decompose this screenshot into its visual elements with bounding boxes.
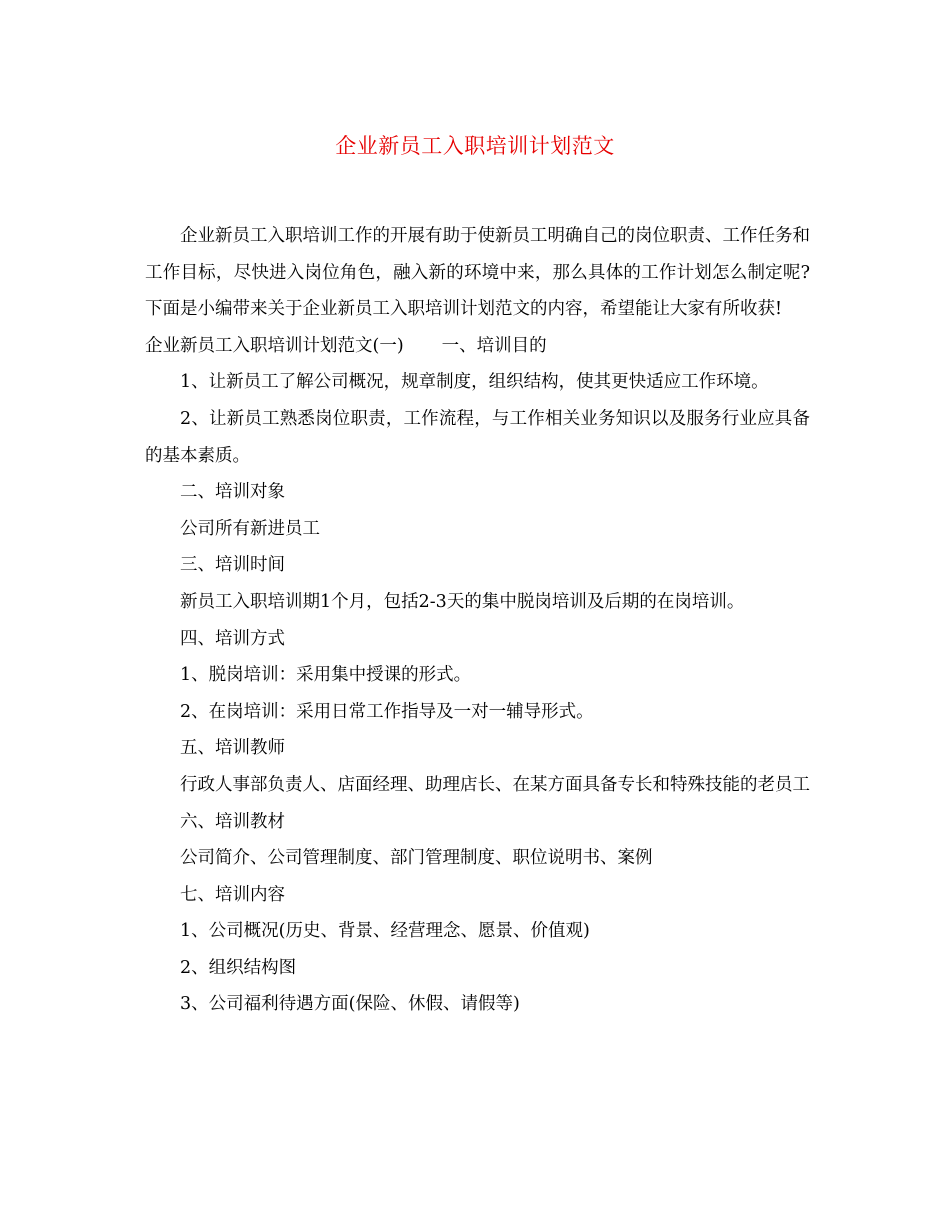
paragraph: 行政人事部负责人、店面经理、助理店长、在某方面具备专长和特殊技能的老员工: [180, 774, 810, 795]
paragraph: 1、脱岗培训：采用集中授课的形式。: [180, 665, 472, 686]
intro-paragraph: 企业新员工入职培训工作的开展有助于使新员工明确自己的岗位职责、工作任务和工作目标，尽快进入岗位角色，融入新的环境中来，那么具体的工作计划怎么制定呢?下面是小编带来关于企业新员工入职培训计划范文的内容，希望能让大家有所收获!: [145, 226, 810, 320]
section-heading: 六、培训教材: [180, 811, 285, 832]
paragraph: 公司简介、公司管理制度、部门管理制度、职位说明书、案例: [180, 848, 653, 869]
section-heading: 七、培训内容: [180, 884, 285, 905]
paragraph: 2、在岗培训：采用日常工作指导及一对一辅导形式。: [180, 701, 594, 722]
section-heading: 五、培训教师: [180, 738, 285, 759]
paragraph: 2、让新员工熟悉岗位职责，工作流程，与工作相关业务知识以及服务行业应具备的基本素质。: [145, 408, 810, 466]
paragraph: 3、公司福利待遇方面(保险、休假、请假等): [180, 994, 520, 1015]
paragraph: 1、让新员工了解公司概况，规章制度，组织结构，使其更快适应工作环境。: [180, 372, 769, 393]
section-heading-right: 一、培训目的: [441, 335, 547, 356]
section-heading: 三、培训时间: [180, 555, 285, 576]
section-heading-left: 企业新员工入职培训计划范文(一): [145, 335, 404, 356]
section-heading: 二、培训对象: [180, 482, 285, 503]
section-heading-line: [145, 328, 810, 365]
document-title: 企业新员工入职培训计划范文: [335, 134, 615, 158]
paragraph: 新员工入职培训期1个月，包括2-3天的集中脱岗培训及后期的在岗培训。: [180, 591, 745, 612]
document-body: [145, 218, 810, 1023]
paragraph: 1、公司概况(历史、背景、经营理念、愿景、价值观): [180, 921, 590, 942]
paragraph: 公司所有新进员工: [180, 518, 320, 539]
section-heading: 四、培训方式: [180, 628, 285, 649]
paragraph: 2、组织结构图: [180, 957, 297, 978]
